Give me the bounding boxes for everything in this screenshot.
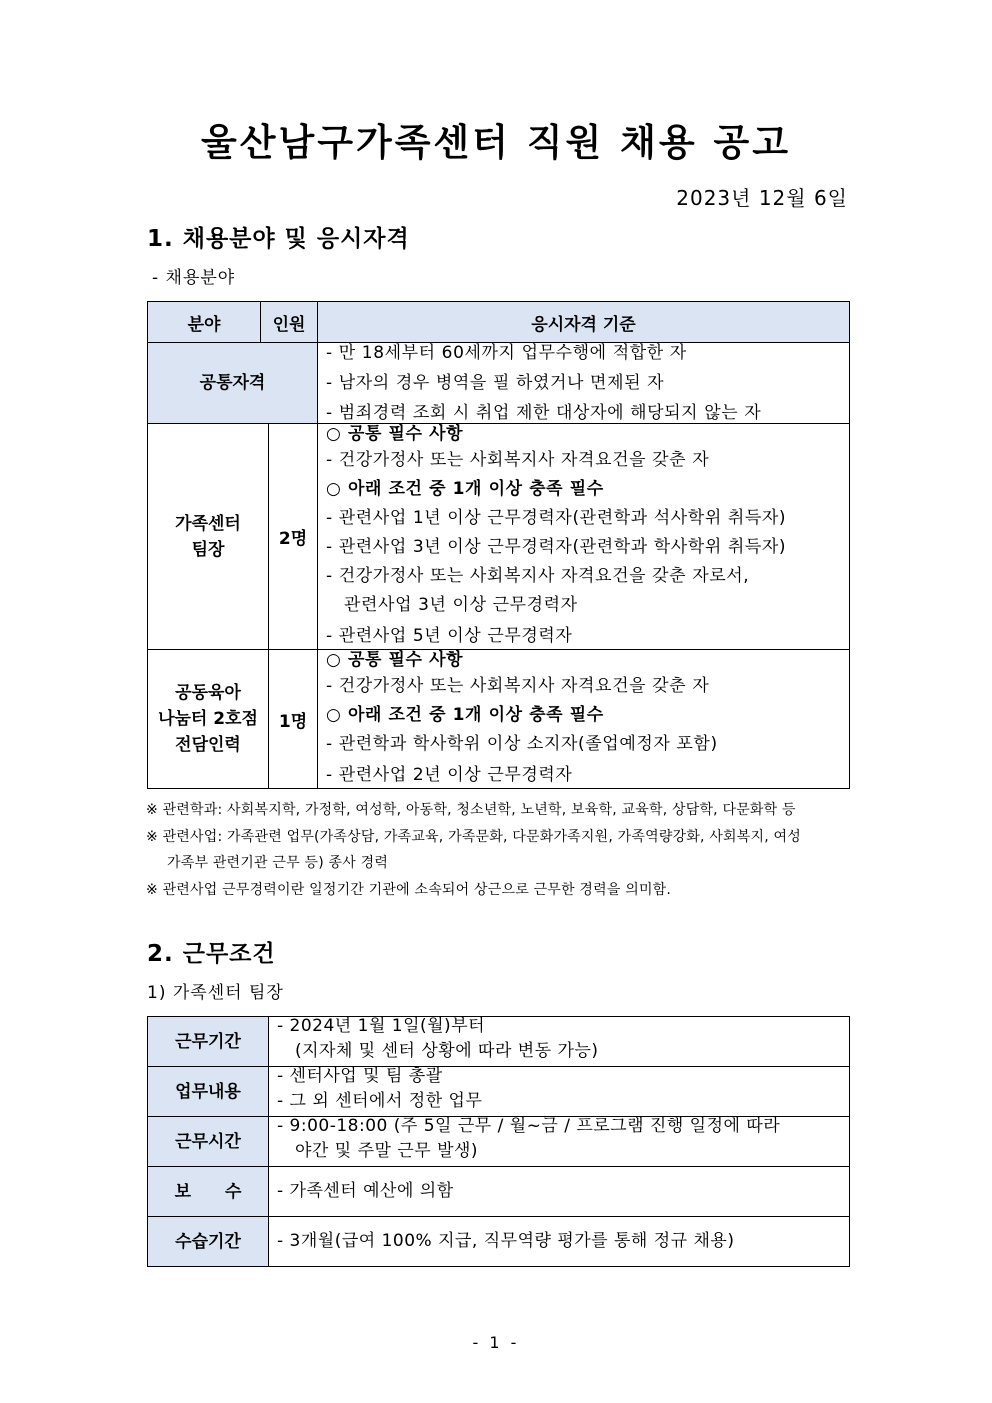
childcare-criteria [318,650,850,789]
note-related-majors: ※ 관련학과: 사회복지학, 가정학, 여성학, 아동학, 청소년학, 노년학, 보육학, 교육학, 상담학, 다문화학 등 [146,802,796,818]
document-date: 2023년 12월 6일 [676,186,848,210]
probation-value [269,1217,850,1267]
label-line: 가족센터 [175,513,241,534]
duties-label: 업무내용 [148,1067,269,1117]
condition-line: - 그 외 센터에서 정한 업무 [277,1091,483,1111]
criteria-line: - 건강가정사 또는 사회복지사 자격요건을 갖춘 자 [326,676,710,696]
note-work-experience: ※ 관련사업 근무경력이란 일정기간 기관에 소속되어 상근으로 근무한 경력을 의미함. [146,882,672,898]
label-line: 팀장 [191,539,225,560]
work-hours-value [269,1117,850,1167]
condition-line: - 2024년 1월 1일(월)부터 [277,1017,486,1036]
note-related-work: ※ 관련사업: 가족관련 업무(가족상담, 가족교육, 가족문화, 다문화가족지원, 가족역량강화, 사회복지, 여성 [146,829,801,845]
salary-row [148,1167,850,1217]
criteria-line: - 관련사업 1년 이상 근무경력자(관련학과 석사학위 취득자) [326,508,787,528]
condition-line: 야간 및 주말 근무 발생) [295,1141,479,1161]
duties-row [148,1067,850,1117]
probation-row [148,1217,850,1267]
work-hours-row [148,1117,850,1167]
team-leader-criteria [318,424,850,650]
criteria-line: - 범죄경력 조회 시 취업 제한 대상자에 해당되지 않는 자 [326,403,762,423]
criteria-line: ○ 공통 필수 사항 [326,650,464,670]
label-line: 공동육아 [175,683,241,703]
common-criteria [318,343,850,424]
team-leader-count: 2명 [269,424,318,650]
recruitment-table [147,301,850,789]
section2-subheading: 1) 가족센터 팀장 [147,983,284,1003]
table-header-row [148,302,850,343]
criteria-line: - 만 18세부터 60세까지 업무수행에 적합한 자 [326,343,687,363]
criteria-line: - 건강가정사 또는 사회복지사 자격요건을 갖춘 자 [326,450,710,470]
condition-line: - 9:00-18:00 (주 5일 근무 / 월~금 / 프로그램 진행 일정에 따라 [277,1117,781,1136]
childcare-count: 1명 [269,650,318,789]
section1-heading: 1. 채용분야 및 응시자격 [147,226,410,252]
work-period-label: 근무기간 [148,1017,269,1067]
work-period-row [148,1017,850,1067]
document-title: 울산남구가족센터 직원 채용 공고 [200,121,792,164]
criteria-line: - 관련사업 5년 이상 근무경력자 [326,626,573,644]
childcare-label [148,650,269,789]
criteria-line: - 관련학과 학사학위 이상 소지자(졸업예정자 포함) [326,734,718,754]
work-conditions-table [147,1016,850,1267]
page-number: - 1 - [472,1333,520,1352]
common-qualification-row [148,343,850,424]
condition-line: - 센터사업 및 팀 총괄 [277,1067,443,1086]
section2-heading: 2. 근무조건 [147,941,276,967]
probation-label: 수습기간 [148,1217,269,1267]
criteria-line: - 관련사업 3년 이상 근무경력자(관련학과 학사학위 취득자) [326,537,787,557]
header-field: 분야 [148,302,261,343]
criteria-line: ○ 아래 조건 중 1개 이상 충족 필수 [326,705,604,725]
criteria-line: - 건강가정사 또는 사회복지사 자격요건을 갖춘 자로서, [326,566,750,586]
label-line: 나눔터 2호점 [158,709,258,729]
criteria-line: - 관련사업 2년 이상 근무경력자 [326,765,573,785]
condition-line: - 가족센터 예산에 의함 [277,1181,454,1201]
label-line: 전담인력 [175,735,241,755]
condition-line: - 3개월(급여 100% 지급, 직무역량 평가를 통해 정규 채용) [277,1231,735,1251]
criteria-line: ○ 아래 조건 중 1개 이상 충족 필수 [326,479,604,499]
section1-subheading: - 채용분야 [152,268,236,288]
salary-value [269,1167,850,1217]
criteria-line: 관련사업 3년 이상 근무경력자 [344,595,578,615]
header-count: 인원 [261,302,318,343]
team-leader-row [148,424,850,650]
common-label: 공통자격 [148,343,318,424]
condition-line: (지자체 및 센터 상황에 따라 변동 가능) [295,1041,599,1061]
childcare-row [148,650,850,789]
note-related-work-cont: 가족부 관련기관 근무 등) 종사 경력 [167,855,389,871]
team-leader-label [148,424,269,650]
duties-value [269,1067,850,1117]
criteria-line: ○ 공통 필수 사항 [326,424,464,444]
work-period-value [269,1017,850,1067]
header-qualification: 응시자격 기준 [318,302,850,343]
work-hours-label: 근무시간 [148,1117,269,1167]
salary-label: 보 수 [148,1167,269,1217]
criteria-line: - 남자의 경우 병역을 필 하였거나 면제된 자 [326,373,665,393]
